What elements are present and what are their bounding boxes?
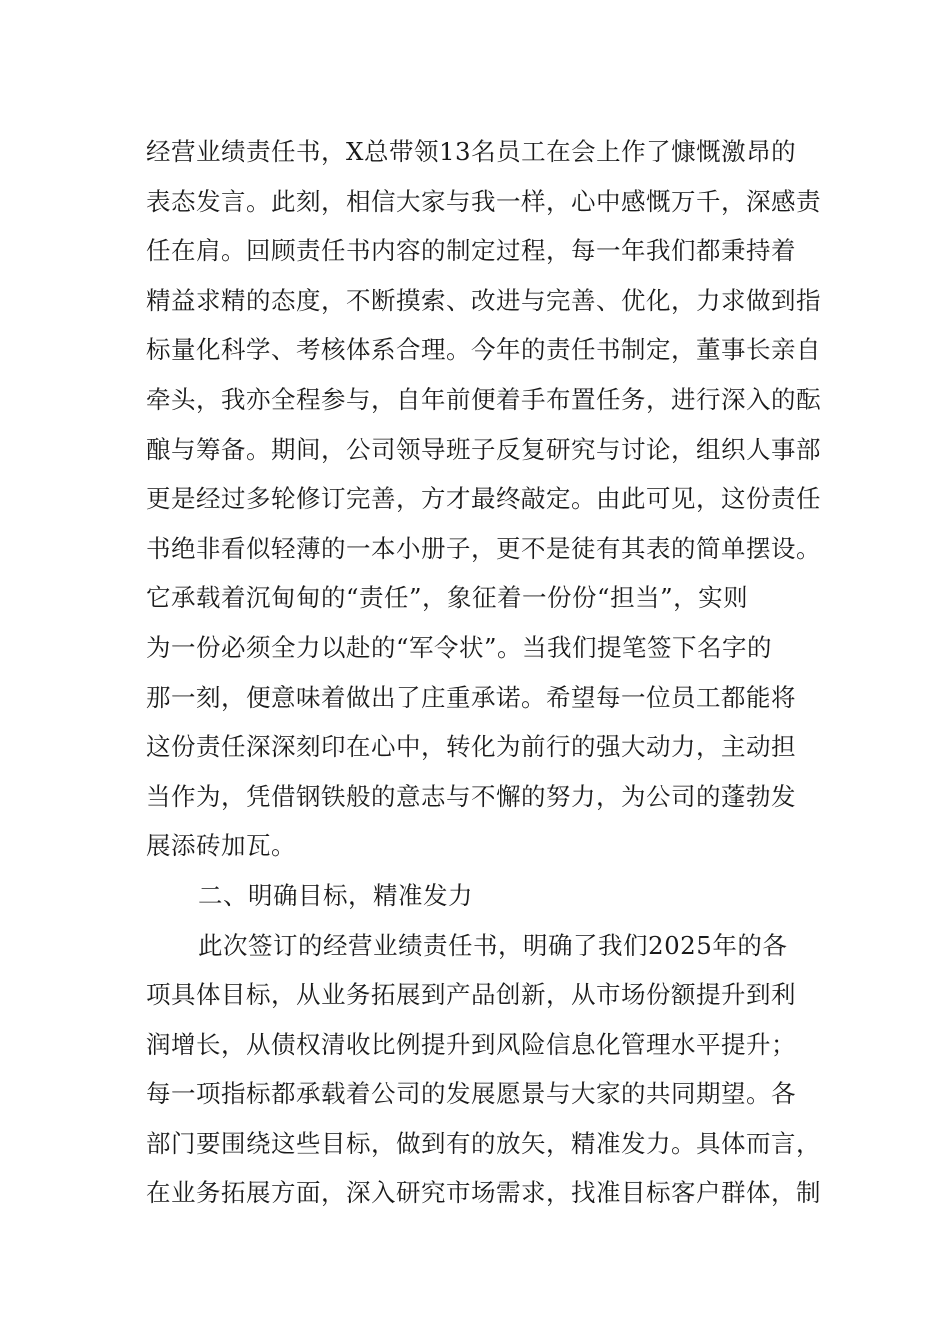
text-line: 此次签订的经营业绩责任书，明确了我们2025年的各 (198, 930, 788, 960)
text-line: 精益求精的态度，不断摸索、改进与完善、优化，力求做到指 (146, 285, 821, 315)
text-line: 经营业绩责任书，X总带领13名员工在会上作了慷慨激昂的 (146, 137, 797, 166)
text-line: 润增长，从债权清收比例提升到风险信息化管理水平提升； (146, 1029, 796, 1059)
text-line: 为一份必须全力以赴的“军令状”。当我们提笔签下名字的 (146, 632, 773, 662)
text-line: 展添砖加瓦。 (146, 831, 296, 861)
text-line: 任在肩。回顾责任书内容的制定过程，每一年我们都秉持着 (146, 236, 796, 266)
text-line: 项具体目标，从业务拓展到产品创新，从市场份额提升到利 (146, 980, 796, 1010)
text-line: 它承载着沉甸甸的“责任”，象征着一份份“担当”，实则 (146, 583, 749, 613)
text-line: 表态发言。此刻，相信大家与我一样，心中感慨万千，深感责 (146, 186, 821, 216)
text-line: 那一刻，便意味着做出了庄重承诺。希望每一位员工都能将 (146, 682, 796, 712)
document-body (146, 130, 821, 1221)
text-line: 部门要围绕这些目标，做到有的放矢，精准发力。具体而言， (146, 1128, 821, 1158)
text-line: 书绝非看似轻薄的一本小册子，更不是徒有其表的简单摆设。 (146, 533, 821, 563)
text-line: 标量化科学、考核体系合理。今年的责任书制定，董事长亲自 (146, 335, 821, 365)
text-line: 牵头，我亦全程参与，自年前便着手布置任务，进行深入的酝 (146, 384, 821, 414)
text-line: 酿与筹备。期间，公司领导班子反复研究与讨论，组织人事部 (146, 434, 821, 464)
text-line: 每一项指标都承载着公司的发展愿景与大家的共同期望。各 (146, 1079, 796, 1109)
text-line: 更是经过多轮修订完善，方才最终敲定。由此可见，这份责任 (146, 484, 821, 514)
text-line: 当作为，凭借钢铁般的意志与不懈的努力，为公司的蓬勃发 (146, 781, 796, 811)
section-heading: 二、明确目标，精准发力 (198, 880, 473, 910)
text-line: 在业务拓展方面，深入研究市场需求，找准目标客户群体，制 (146, 1178, 821, 1208)
text-line: 这份责任深深刻印在心中，转化为前行的强大动力，主动担 (146, 732, 796, 762)
